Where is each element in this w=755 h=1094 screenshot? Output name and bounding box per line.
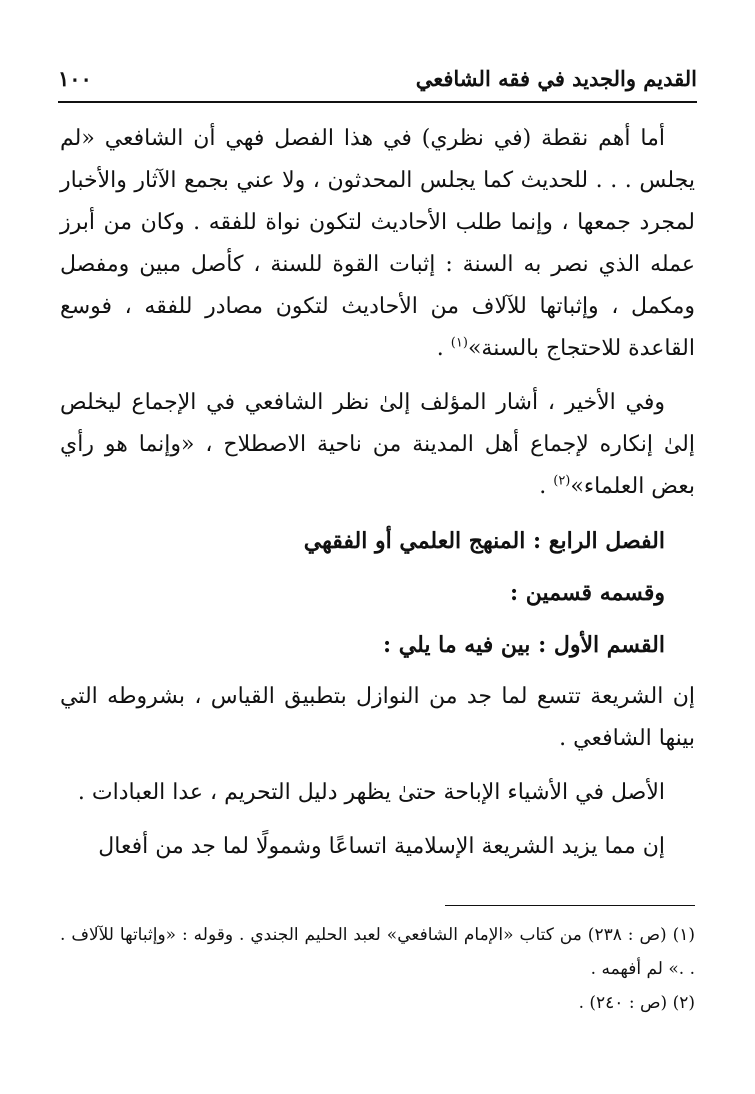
- footnote-1: (١) (ص : ٢٣٨) من كتاب «الإمام الشافعي» لعبد الحليم الجندي . وقوله : «وإثباتها للآلاف . . .» لم أفهمه .: [60, 925, 695, 979]
- footnote-ref-2: (٢): [553, 473, 571, 489]
- footnotes: [60, 918, 695, 1020]
- paragraph-2-text: وفي الأخير ، أشار المؤلف إلىٰ نظر الشافعي في الإجماع ليخلص إلىٰ إنكاره لإجماع أهل المدينة من ناحية الاصطلاح ، «وإنما هو رأي بعض العلماء»: [60, 390, 695, 499]
- footnote-ref-1: (١): [450, 335, 468, 351]
- page-body: [60, 118, 695, 880]
- header-rule: [58, 101, 697, 103]
- page-header: [58, 60, 697, 96]
- paragraph-1-text: أما أهم نقطة (في نظري) في هذا الفصل فهي أن الشافعي «لم يجلس . . . للحديث كما يجلس المحدثون ، ولا عني بجمع الآثار والأخبار لمجرد جمعها ، وإنما طلب الأحاديث لتكون نواة للفقه . وكان من أبرز عمله الذي نصر به السنة : إثبات القوة للسنة ، كأصل مبين ومفصل ومكمل ، وإثباتها للآلاف من الأحاديث لتكون مصادر للفقه ، فوسع القاعدة للاحتجاج بالسنة»: [60, 126, 695, 361]
- paragraph-2: [60, 382, 695, 508]
- footnote-2: (٢) (ص : ٢٤٠) .: [578, 993, 695, 1013]
- paragraph-1: [60, 118, 695, 370]
- chapter-heading: الفصل الرابع : المنهج العلمي أو الفقهي: [303, 528, 665, 554]
- paragraph-2-end: .: [539, 474, 554, 499]
- paragraph-4: الأصل في الأشياء الإباحة حتىٰ يظهر دليل التحريم ، عدا العبادات .: [77, 780, 665, 805]
- paragraph-5: إن مما يزيد الشريعة الإسلامية اتساعًا وشمولًا لما جد من أفعال: [98, 834, 665, 859]
- section-heading: وقسمه قسمين :: [510, 580, 665, 606]
- footnote-rule: [445, 905, 695, 906]
- paragraph-3: إن الشريعة تتسع لما جد من النوازل بتطبيق القياس ، بشروطه التي بينها الشافعي .: [60, 684, 695, 751]
- paragraph-1-end: .: [436, 336, 451, 361]
- running-title: القديم والجديد في فقه الشافعي: [415, 65, 697, 91]
- subsection-heading: القسم الأول : بين فيه ما يلي :: [382, 632, 665, 658]
- page-number: ١٠٠: [58, 65, 92, 91]
